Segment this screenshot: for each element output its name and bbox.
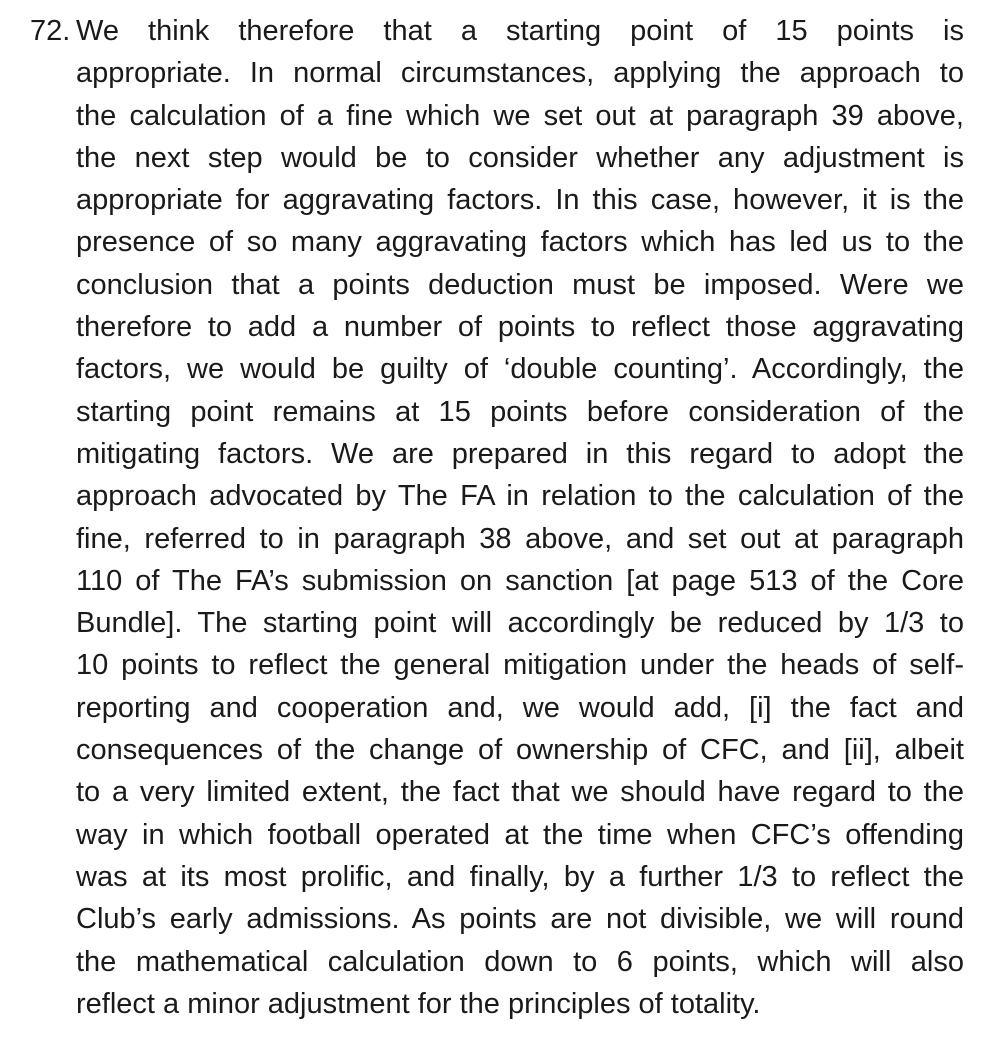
paragraph-line: to a very limited extent, the fact that we should have regard to the: [76, 776, 964, 809]
paragraph-line: presence of so many aggravating factors which has led us to the: [76, 226, 964, 259]
paragraph-line: the next step would be to consider whether any adjustment is: [76, 141, 964, 174]
paragraph-line: the calculation of a fine which we set out at paragraph 39 above,: [76, 99, 964, 132]
paragraph-line: consequences of the change of ownership of CFC, and [ii], albeit: [76, 734, 964, 767]
paragraph-line: appropriate. In normal circumstances, applying the approach to: [76, 57, 964, 90]
paragraph-line: way in which football operated at the time when CFC’s offending: [76, 818, 964, 851]
paragraph-line: reporting and cooperation and, we would add, [i] the fact and: [76, 691, 964, 724]
paragraph-line: conclusion that a points deduction must be imposed. Were we: [76, 268, 964, 301]
paragraph-line: We think therefore that a starting point of 15 points is: [76, 15, 964, 47]
paragraph-line: factors, we would be guilty of ‘double counting’. Accordingly, the: [76, 353, 964, 386]
paragraph-line: 110 of The FA’s submission on sanction [at page 513 of the Core: [76, 564, 964, 597]
paragraph-body: [76, 10, 964, 1025]
paragraph-line: was at its most prolific, and finally, by a further 1/3 to reflect the: [76, 860, 964, 893]
paragraph-line: 10 points to reflect the general mitigation under the heads of self-: [76, 649, 964, 682]
paragraph-line: appropriate for aggravating factors. In this case, however, it is the: [76, 184, 964, 217]
paragraph-line: starting point remains at 15 points before consideration of the: [76, 395, 964, 428]
paragraph-line: fine, referred to in paragraph 38 above, and set out at paragraph: [76, 522, 964, 555]
paragraph-number: 72.: [30, 15, 71, 47]
paragraph-line-last: reflect a minor adjustment for the principles of totality.: [76, 987, 761, 1020]
paragraph-line: mitigating factors. We are prepared in this regard to adopt the: [76, 437, 964, 470]
paragraph-line: therefore to add a number of points to reflect those aggravating: [76, 311, 964, 344]
paragraph-line: the mathematical calculation down to 6 points, which will also: [76, 945, 964, 978]
paragraph-line: Club’s early admissions. As points are not divisible, we will round: [76, 903, 964, 936]
paragraph-line: Bundle]. The starting point will accordingly be reduced by 1/3 to: [76, 607, 964, 640]
paragraph-line: approach advocated by The FA in relation to the calculation of the: [76, 480, 964, 513]
